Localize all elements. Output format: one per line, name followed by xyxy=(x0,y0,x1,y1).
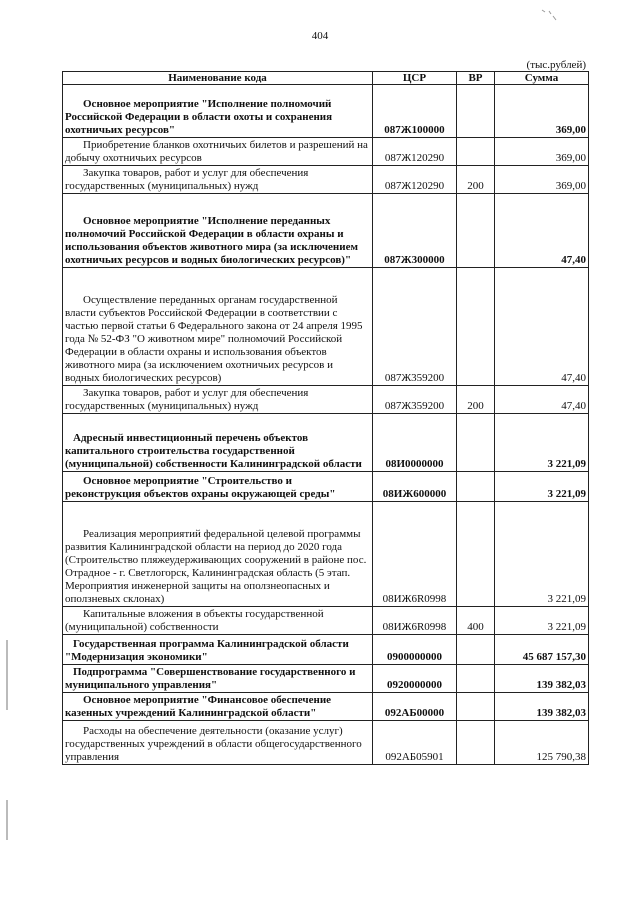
scan-edge-mark xyxy=(6,640,8,710)
row-name: Капитальные вложения в объекты государственной (муниципальной) собственности xyxy=(63,607,373,635)
row-vr xyxy=(457,721,495,765)
row-vr: 200 xyxy=(457,166,495,194)
budget-table xyxy=(62,71,589,765)
table-row xyxy=(63,472,589,502)
table-row xyxy=(63,502,589,607)
row-sum: 369,00 xyxy=(495,85,589,138)
row-sum: 125 790,38 xyxy=(495,721,589,765)
row-name: Закупка товаров, работ и услуг для обеспечения государственных (муниципальных) нужд xyxy=(63,386,373,414)
table-row xyxy=(63,414,589,472)
row-csr: 08И0000000 xyxy=(373,414,457,472)
row-name: Осуществление переданных органам государственной власти субъектов Российской Федерации в соответствии с частью первой статьи 6 Федерального закона от 24 апреля 1995 года № 52-ФЗ "О животном мире" полномочий Российской Федерации в области охраны и использования объектов животного мира (за исключением охотничьих ресурсов и водных биологических ресурсов) xyxy=(63,268,373,386)
row-name: Закупка товаров, работ и услуг для обеспечения государственных (муниципальных) нужд xyxy=(63,166,373,194)
row-vr xyxy=(457,268,495,386)
row-vr xyxy=(457,85,495,138)
row-csr: 0900000000 xyxy=(373,635,457,665)
row-csr: 092АБ05901 xyxy=(373,721,457,765)
row-sum: 47,40 xyxy=(495,386,589,414)
row-sum: 47,40 xyxy=(495,268,589,386)
table-row xyxy=(63,194,589,268)
row-sum: 139 382,03 xyxy=(495,665,589,693)
row-vr xyxy=(457,693,495,721)
row-name: Расходы на обеспечение деятельности (оказание услуг) государственных учреждений в области общегосударственного управления xyxy=(63,721,373,765)
row-csr: 0920000000 xyxy=(373,665,457,693)
row-sum: 45 687 157,30 xyxy=(495,635,589,665)
row-vr xyxy=(457,414,495,472)
row-name: Основное мероприятие "Финансовое обеспечение казенных учреждений Калининградской области" xyxy=(63,693,373,721)
row-name: Приобретение бланков охотничьих билетов и разрешений на добычу охотничьих ресурсов xyxy=(63,138,373,166)
row-csr: 08ИЖ6R0998 xyxy=(373,502,457,607)
row-vr: 400 xyxy=(457,607,495,635)
row-name: Основное мероприятие "Исполнение переданных полномочий Российской Федерации в области охраны и использования объектов животного мира (за исключением охотничьих ресурсов и водных биологических ресурсов)" xyxy=(63,194,373,268)
header-csr: ЦСР xyxy=(373,72,457,85)
row-sum: 3 221,09 xyxy=(495,472,589,502)
scan-edge-mark xyxy=(6,800,8,840)
row-name: Основное мероприятие "Строительство и реконструкция объектов охраны окружающей среды" xyxy=(63,472,373,502)
row-csr: 087Ж100000 xyxy=(373,85,457,138)
row-name: Адресный инвестиционный перечень объектов капитального строительства государственной (муниципальной) собственности Калининградской области xyxy=(63,414,373,472)
row-vr xyxy=(457,138,495,166)
table-header-row xyxy=(63,72,589,85)
row-sum: 139 382,03 xyxy=(495,693,589,721)
header-name: Наименование кода xyxy=(63,72,373,85)
row-csr: 087Ж359200 xyxy=(373,268,457,386)
row-csr: 08ИЖ600000 xyxy=(373,472,457,502)
row-name: Подпрограмма "Совершенствование государственного и муниципального управления" xyxy=(63,665,373,693)
page-number: 404 xyxy=(311,30,329,42)
row-csr: 087Ж300000 xyxy=(373,194,457,268)
row-name: Государственная программа Калининградской области "Модернизация экономики" xyxy=(63,635,373,665)
row-vr xyxy=(457,635,495,665)
table-row xyxy=(63,85,589,138)
table-row xyxy=(63,386,589,414)
row-sum: 3 221,09 xyxy=(495,414,589,472)
header-sum: Сумма xyxy=(495,72,589,85)
table-row xyxy=(63,166,589,194)
row-sum: 369,00 xyxy=(495,138,589,166)
row-csr: 087Ж120290 xyxy=(373,166,457,194)
table-row xyxy=(63,693,589,721)
row-vr xyxy=(457,194,495,268)
row-name: Реализация мероприятий федеральной целевой программы развития Калининградской области на период до 2020 года (Строительство пляжеудерживающих сооружений в районе пос. Отрадное - г. Светлогорск, Калининградская область (5 этап. Мероприятия инженерной защиты на оползнеопасных и оползневых склонах) xyxy=(63,502,373,607)
row-vr xyxy=(457,665,495,693)
row-sum: 3 221,09 xyxy=(495,502,589,607)
row-csr: 087Ж120290 xyxy=(373,138,457,166)
table-row xyxy=(63,138,589,166)
row-csr: 092АБ00000 xyxy=(373,693,457,721)
table-row xyxy=(63,268,589,386)
row-sum: 3 221,09 xyxy=(495,607,589,635)
units-label: (тыс.рублей) xyxy=(526,59,586,71)
table-row xyxy=(63,607,589,635)
row-vr xyxy=(457,472,495,502)
row-vr: 200 xyxy=(457,386,495,414)
row-csr: 087Ж359200 xyxy=(373,386,457,414)
row-csr: 08ИЖ6R0998 xyxy=(373,607,457,635)
table-row xyxy=(63,665,589,693)
header-vr: ВР xyxy=(457,72,495,85)
row-vr xyxy=(457,502,495,607)
table-row xyxy=(63,721,589,765)
row-sum: 369,00 xyxy=(495,166,589,194)
row-sum: 47,40 xyxy=(495,194,589,268)
scan-artifact-icon xyxy=(540,8,558,22)
table-row xyxy=(63,635,589,665)
row-name: Основное мероприятие "Исполнение полномочий Российской Федерации в области охоты и сохранения охотничьих ресурсов" xyxy=(63,85,373,138)
